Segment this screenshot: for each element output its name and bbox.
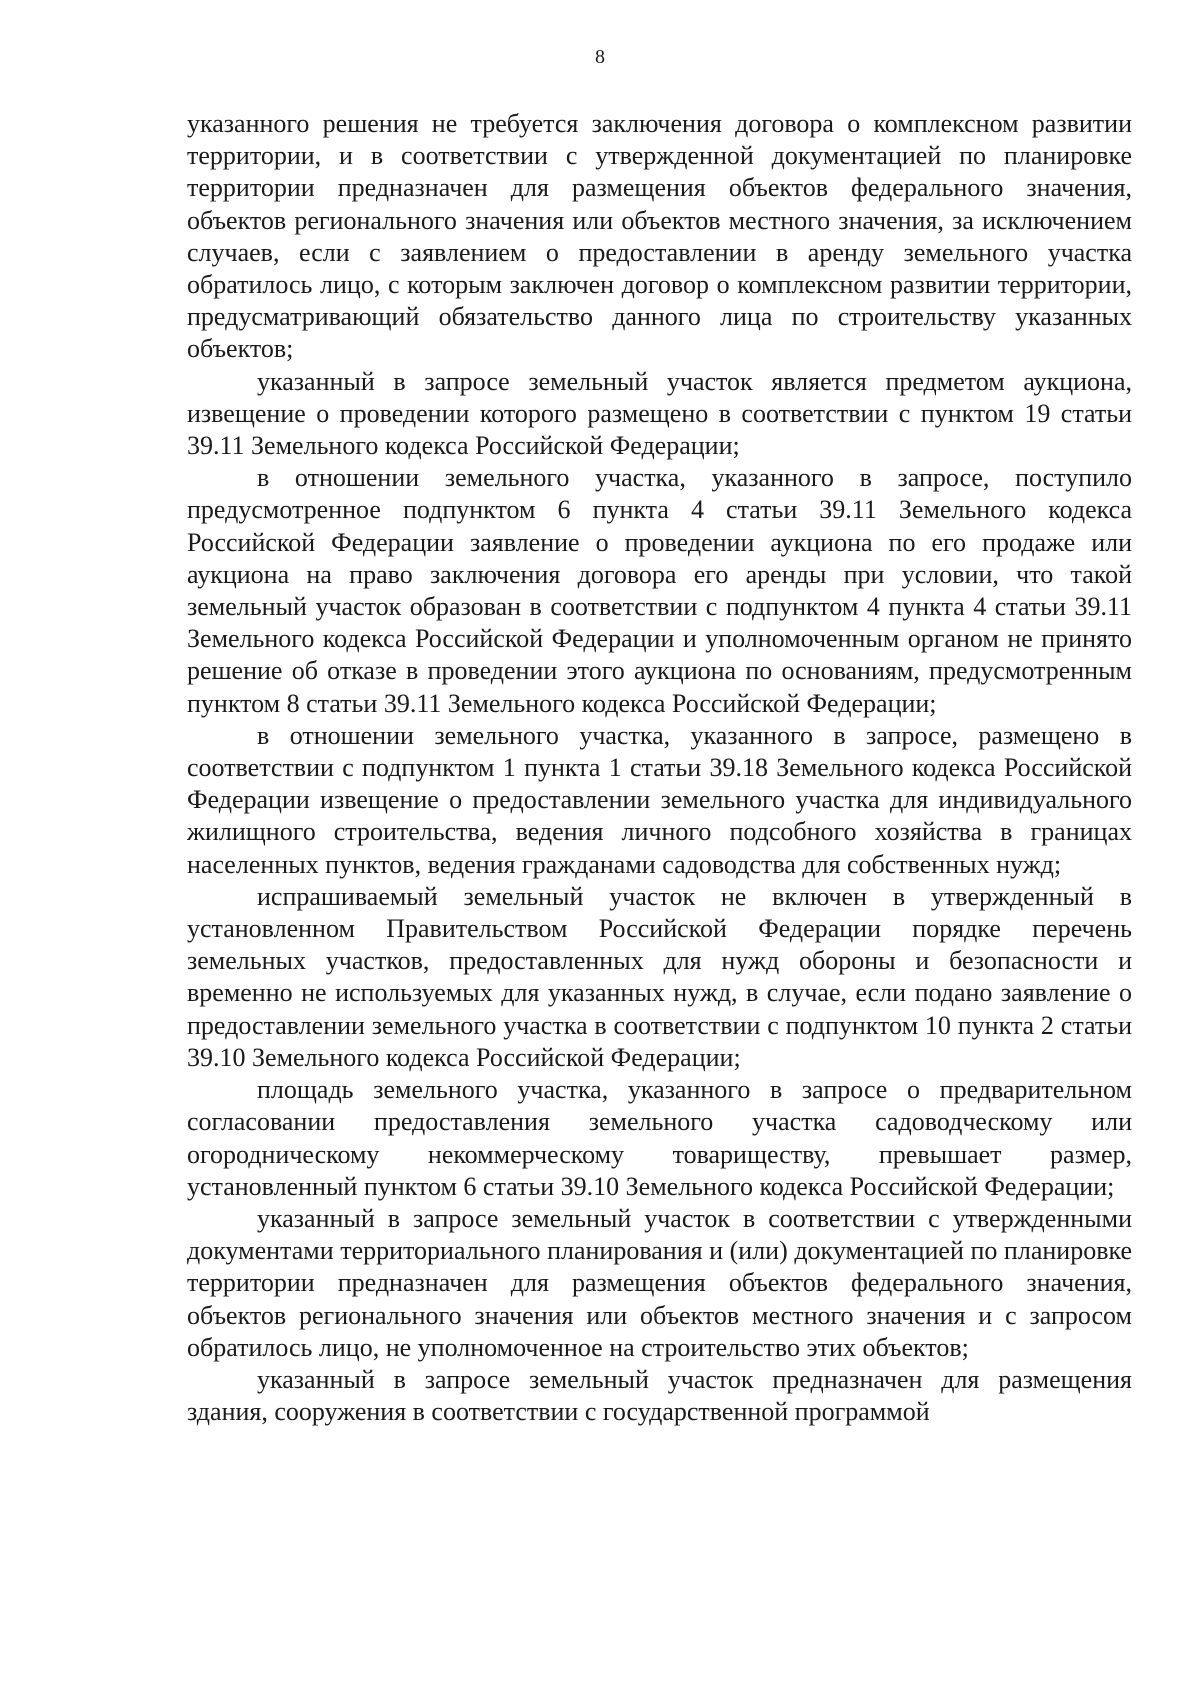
paragraph-defense-list: испрашиваемый земельный участок не включен в утвержденный в установленном Правительством Российской Федерации порядке перечень земельных участков, предоставленных для нужд обороны и безопасности и временно не используемых для указанных нужд, в случае, если подано заявление о предоставлении земельного участка в соответствии с подпунктом 10 пункта 2 статьи 39.10 Земельного кодекса Российской Федерации; [187,881,1132,1072]
paragraph-auction-subject: указанный в запросе земельный участок является предметом аукциона, извещение о проведении которого размещено в соответствии с пунктом 19 статьи 39.11 Земельного кодекса Российской Федерации; [187,366,1132,461]
paragraph-planning-documents: указанный в запросе земельный участок в соответствии с утвержденными документами территориального планирования и (или) документацией по планировке территории предназначен для размещения объектов федерального значения, объектов регионального значения или объектов местного значения и с запросом обратилось лицо, не уполномоченное на строительство этих объектов; [187,1203,1132,1362]
paragraph-area-exceeds: площадь земельного участка, указанного в запросе о предварительном согласовании предоставления земельного участка садоводческому или огородническому некоммерческому товариществу, превышает размер, установленный пунктом 6 статьи 39.10 Земельного кодекса Российской Федерации; [187,1075,1132,1201]
paragraph-auction-application: в отношении земельного участка, указанного в запросе, поступило предусмотренное подпунктом 6 пункта 4 статьи 39.11 Земельного кодекса Российской Федерации заявление о проведении аукциона по его продаже или аукциона на право заключения договора его аренды при условии, что такой земельный участок образован в соответствии с подпунктом 4 пункта 4 статьи 39.11 Земельного кодекса Российской Федерации и уполномоченным органом не принято решение об отказе в проведении этого аукциона по основаниям, предусмотренным пунктом 8 статьи 39.11 Земельного кодекса Российской Федерации; [187,463,1132,718]
paragraph-state-program: указанный в запросе земельный участок предназначен для размещения здания, сооружения в соответствии с государственной программой [187,1364,1132,1427]
document-body [187,108,1132,1428]
paragraph-notice-published: в отношении земельного участка, указанного в запросе, размещено в соответствии с подпунктом 1 пункта 1 статьи 39.18 Земельного кодекса Российской Федерации извещение о предоставлении земельного участка для индивидуального жилищного строительства, ведения личного подсобного хозяйства в границах населенных пунктов, ведения гражданами садоводства для собственных нужд; [187,720,1132,879]
page-number: 8 [595,46,605,68]
paragraph-continuation: указанного решения не требуется заключения договора о комплексном развитии территории, и в соответствии с утвержденной документацией по планировке территории предназначен для размещения объектов федерального значения, объектов регионального значения или объектов местного значения, за исключением случаев, если с заявлением о предоставлении в аренду земельного участка обратилось лицо, с которым заключен договор о комплексном развитии территории, предусматривающий обязательство данного лица по строительству указанных объектов; [187,109,1132,364]
